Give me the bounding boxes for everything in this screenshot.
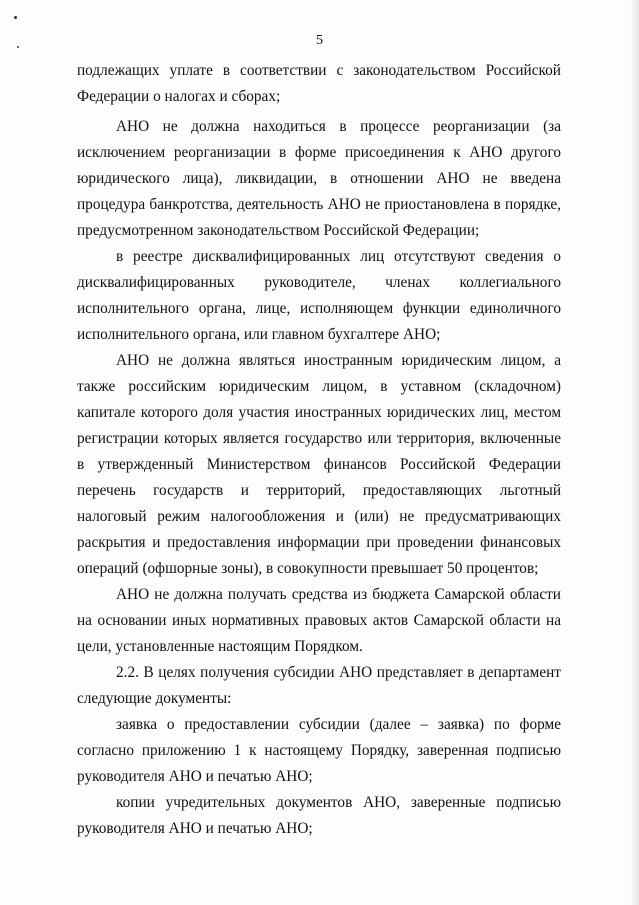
paragraph: в реестре дисквалифицированных лиц отсутствуют сведения о дисквалифицированных руководителе, членах коллегиального исполнительного органа, лице, исполняющем функции единоличного исполнительного органа, или главном бухгалтере АНО; [77,248,561,343]
document-body [77,58,561,842]
scan-speck [14,16,17,19]
paragraph: АНО не должна являться иностранным юридическим лицом, а также российским юридическим лицом, в уставном (складочном) капитале которого доля участия иностранных юридических лиц, местом регистрации которых является государство или территория, включенные в утвержденный Министерством финансов Российской Федерации перечень государств и территорий, предоставляющих льготный налоговый режим налогообложения и (или) не предусматривающих раскрытия и предоставления информации при проведении финансовых операций (офшорные зоны), в совокупности превышает 50 процентов; [77,352,561,577]
scan-edge-shadow [631,0,639,905]
paragraph: АНО не должна получать средства из бюджета Самарской области на основании иных нормативных правовых актов Самарской области на цели, установленные настоящим Порядком. [77,586,561,655]
paragraph: копии учредительных документов АНО, заверенные подписью руководителя АНО и печатью АНО; [77,794,561,837]
paragraph: АНО не должна находиться в процессе реорганизации (за исключением реорганизации в форме присоединения к АНО другого юридического лица), ликвидации, в отношении АНО не введена процедура банкротства, деятельность АНО не приостановлена в порядке, предусмотренном законодательством Российской Федерации; [77,118,561,239]
page-number: 5 [316,33,323,48]
paragraph: заявка о предоставлении субсидии (далее – заявка) по форме согласно приложению 1 к настоящему Порядку, заверенная подписью руководителя АНО и печатью АНО; [77,716,561,785]
paragraph: подлежащих уплате в соответствии с законодательством Российской Федерации о налогах и сборах; [77,62,561,105]
paragraph: 2.2. В целях получения субсидии АНО представляет в департамент следующие документы: [77,664,561,707]
